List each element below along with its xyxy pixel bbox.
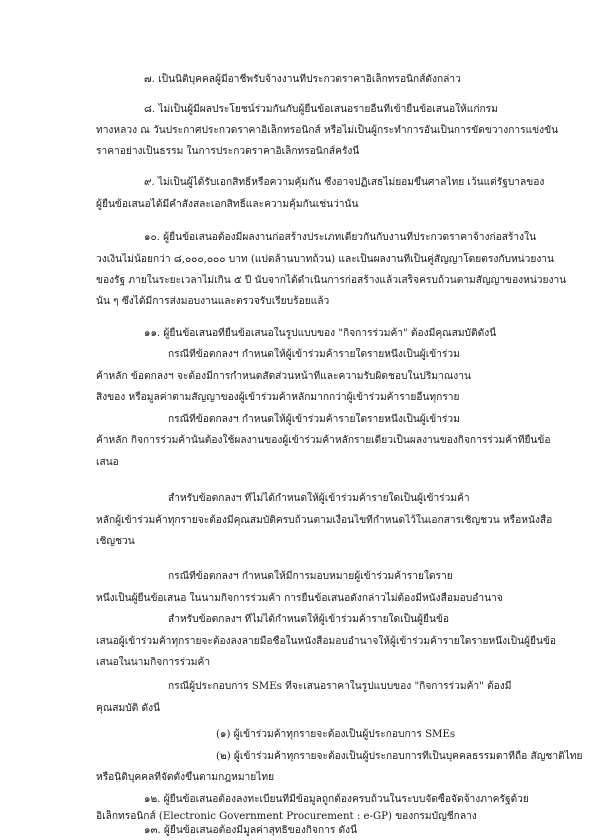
text-line: ค้าหลัก กิจการร่วมค้านั้นต้องใช้ผลงานของผู้เข้าร่วมค้าหลักรายเดียวเป็นผลงานของกิจการร่วมค้าที่ยื่นข้อ xyxy=(96,435,551,446)
text-line: สิ่งของ หรือมูลค่าตามสัญญาของผู้เข้าร่วมค้าหลักมากกว่าผู้เข้าร่วมค้ารายอื่นทุกราย xyxy=(96,392,460,403)
text-line: ผู้ยื่นข้อเสนอได้มีคำสั่งสละเอกสิทธิ์และความคุ้มกันเช่นว่านั้น xyxy=(96,199,359,210)
text-line: ๑๓. ผู้ยื่นข้อเสนอต้องมีมูลค่าสุทธิของกิจการ ดังนี้ xyxy=(144,825,358,836)
text-line: กรณีที่ข้อตกลงฯ กำหนดให้ผู้เข้าร่วมค้ารายใดรายหนึ่งเป็นผู้เข้าร่วม xyxy=(168,349,460,360)
text-line: ๑๒. ผู้ยื่นข้อเสนอต้องลงทะเบียนที่มีข้อมูลถูกต้องครบถ้วนในระบบจัดซื้อจัดจ้างภาครัฐด้วย xyxy=(144,794,529,805)
text-line: ของรัฐ ภายในระยะเวลาไม่เกิน ๕ ปี นับจากได้ดำเนินการก่อสร้างแล้วเสร็จครบถ้วนตามสัญญาของหน่วยงาน xyxy=(96,275,567,286)
text-line: อิเล็กทรอนิกส์ (Electronic Government Procurement : e-GP) ของกรมบัญชีกลาง xyxy=(96,811,477,822)
text-line: (๑) ผู้เข้าร่วมค้าทุกรายจะต้องเป็นผู้ประกอบการ SMEs xyxy=(216,729,456,740)
text-line: หลักผู้เข้าร่วมค้าทุกรายจะต้องมีคุณสมบัติครบถ้วนตามเงื่อนไขที่กำหนดไว้ในเอกสารเชิญชวน หรือหนังสือ xyxy=(96,515,553,526)
text-line: ๗. เป็นนิติบุคคลผู้มีอาชีพรับจ้างงานที่ประกวดราคาอิเล็กทรอนิกส์ดังกล่าว xyxy=(144,74,461,85)
text-line: (๒) ผู้เข้าร่วมค้าทุกรายจะต้องเป็นผู้ประกอบการที่เป็นบุคคลธรรมดาที่ถือ สัญชาติไทย xyxy=(216,751,583,762)
text-line: ๙. ไม่เป็นผู้ได้รับเอกสิทธิ์หรือความคุ้มกัน ซึ่งอาจปฏิเสธไม่ยอมขึ้นศาลไทย เว้นแต่รัฐบาลของ xyxy=(144,177,545,188)
text-line: ทางหลวง ณ วันประกาศประกวดราคาอิเล็กทรอนิกส์ หรือไม่เป็นผู้กระทำการอันเป็นการขัดขวางการแข่งขัน xyxy=(96,125,559,136)
text-line: กรณีที่ข้อตกลงฯ กำหนดให้ผู้เข้าร่วมค้ารายใดรายหนึ่งเป็นผู้เข้าร่วม xyxy=(168,414,460,425)
text-line: เสนอในนามกิจการร่วมค้า xyxy=(96,657,211,668)
text-line: หนึ่งเป็นผู้ยื่นข้อเสนอ ในนามกิจการร่วมค้า การยื่นข้อเสนอดังกล่าวไม่ต้องมีหนังสือมอบอำนาจ xyxy=(96,593,503,604)
text-line: เชิญชวน xyxy=(96,536,135,547)
text-line: เสนอ xyxy=(96,457,119,468)
text-line: ๘. ไม่เป็นผู้มีผลประโยชน์ร่วมกันกับผู้ยื่นข้อเสนอรายอื่นที่เข้ายื่นข้อเสนอให้แก่กรม xyxy=(144,104,498,115)
text-line: นั้น ๆ ซึ่งได้มีการส่งมอบงานและตรวจรับเรียบร้อยแล้ว xyxy=(96,296,330,307)
text-line: ๑๑. ผู้ยื่นข้อเสนอที่ยื่นข้อเสนอในรูปแบบของ "กิจการร่วมค้า" ต้องมีคุณสมบัติดังนี้ xyxy=(144,328,497,339)
text-line: สำหรับข้อตกลงฯ ที่ไม่ได้กำหนดให้ผู้เข้าร่วมค้ารายใดเป็นผู้ยื่นข้อ xyxy=(168,614,450,625)
text-line: กรณีที่ข้อตกลงฯ กำหนดให้มีการมอบหมายผู้เข้าร่วมค้ารายใดราย xyxy=(168,571,453,582)
text-line: เสนอผู้เข้าร่วมค้าทุกรายจะต้องลงลายมือชื่อในหนังสือมอบอำนาจให้ผู้เข้าร่วมค้ารายใดรายหนึ่งเป็นผู้ยื่นข้อ xyxy=(96,636,557,647)
text-line: ค้าหลัก ข้อตกลงฯ จะต้องมีการกำหนดสัดส่วนหน้าที่และความรับผิดชอบในปริมาณงาน xyxy=(96,371,471,382)
text-line: สำหรับข้อตกลงฯ ที่ไม่ได้กำหนดให้ผู้เข้าร่วมค้ารายใดเป็นผู้เข้าร่วมค้า xyxy=(168,493,470,504)
text-line: คุณสมบัติ ดังนี้ xyxy=(96,703,161,714)
text-line: กรณีผู้ประกอบการ SMEs ที่จะเสนอราคาในรูปแบบของ "กิจการร่วมค้า" ต้องมี xyxy=(168,681,512,692)
text-line: ๑๐. ผู้ยื่นข้อเสนอต้องมีผลงานก่อสร้างประเภทเดียวกันกับงานที่ประกวดราคาจ้างก่อสร้างใน xyxy=(144,232,537,243)
text-line: หรือนิติบุคคลที่จัดตั้งขึ้นตามกฎหมายไทย xyxy=(96,772,275,783)
text-line: วงเงินไม่น้อยกว่า ๘,๐๐๐,๐๐๐ บาท (แปดล้านบาทถ้วน) และเป็นผลงานที่เป็นคู่สัญญาโดยตรงกับหน่วยงาน xyxy=(96,254,554,265)
text-line: ราคาอย่างเป็นธรรม ในการประกวดราคาอิเล็กทรอนิกส์ครั้งนี้ xyxy=(96,146,360,157)
